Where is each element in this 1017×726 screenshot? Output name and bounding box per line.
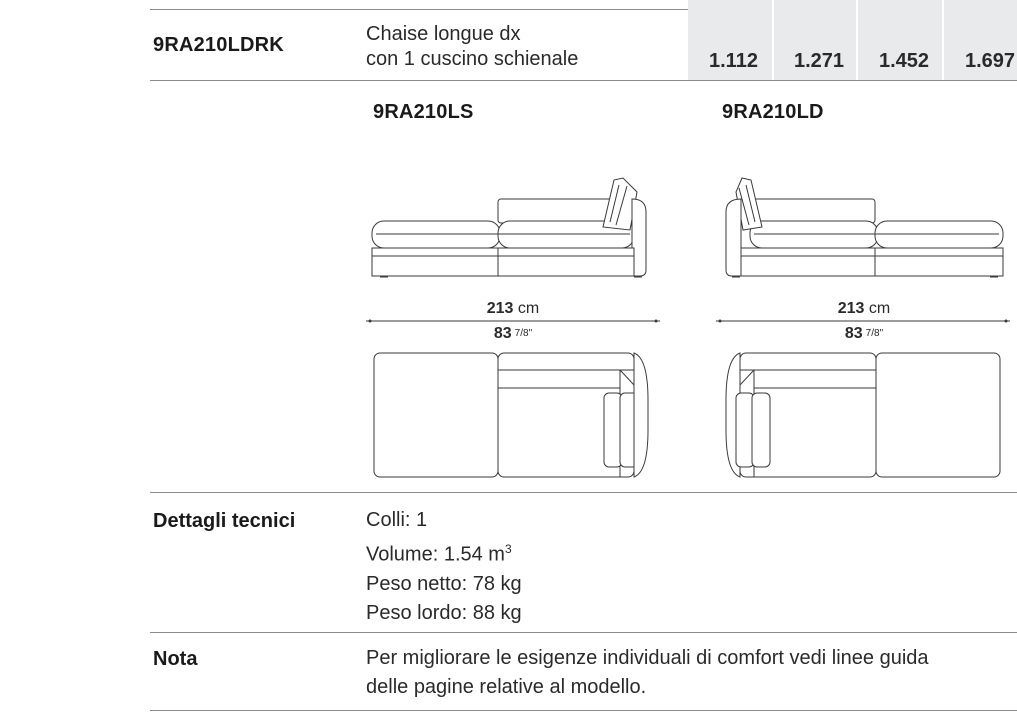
right-dimension-cm: 213 cm [837,300,891,317]
volume: Volume: 1.54 $m^3$ [366,542,512,566]
price-1: 1.112 [709,50,758,72]
technical-details-label: Dettagli tecnici [153,510,296,532]
note-label: Nota [153,648,198,670]
left-dimension-inch: 83 7/8" [493,325,533,342]
note-text: Per migliorare le esigenze individuali di comfort vedi linee guida delle pagine relative al modello. [366,647,929,698]
gross-weight: Peso lordo: 88 kg [366,601,522,624]
price-2: 1.271 [794,50,845,72]
technical-details [366,506,522,628]
right-dimension-inch: 83 7/8" [844,325,884,342]
net-weight: Peso netto: 78 kg [366,572,522,595]
right-drawing-code: 9RA210LD [722,101,824,123]
packages-count: Colli: 1 [366,509,428,531]
product-code: 9RA210LDRK [153,34,284,56]
price-3: 1.452 [879,50,930,72]
bottom-rule [150,710,1017,711]
technical-rule [150,632,1017,633]
price-4: 1.697 [965,50,1016,72]
product-description: Chaise longue dx con 1 cuscino schienale [366,23,579,70]
left-drawing-code: 9RA210LS [373,101,474,123]
drawings-rule [150,492,1017,493]
left-dimension-cm: 213 cm [486,300,540,317]
